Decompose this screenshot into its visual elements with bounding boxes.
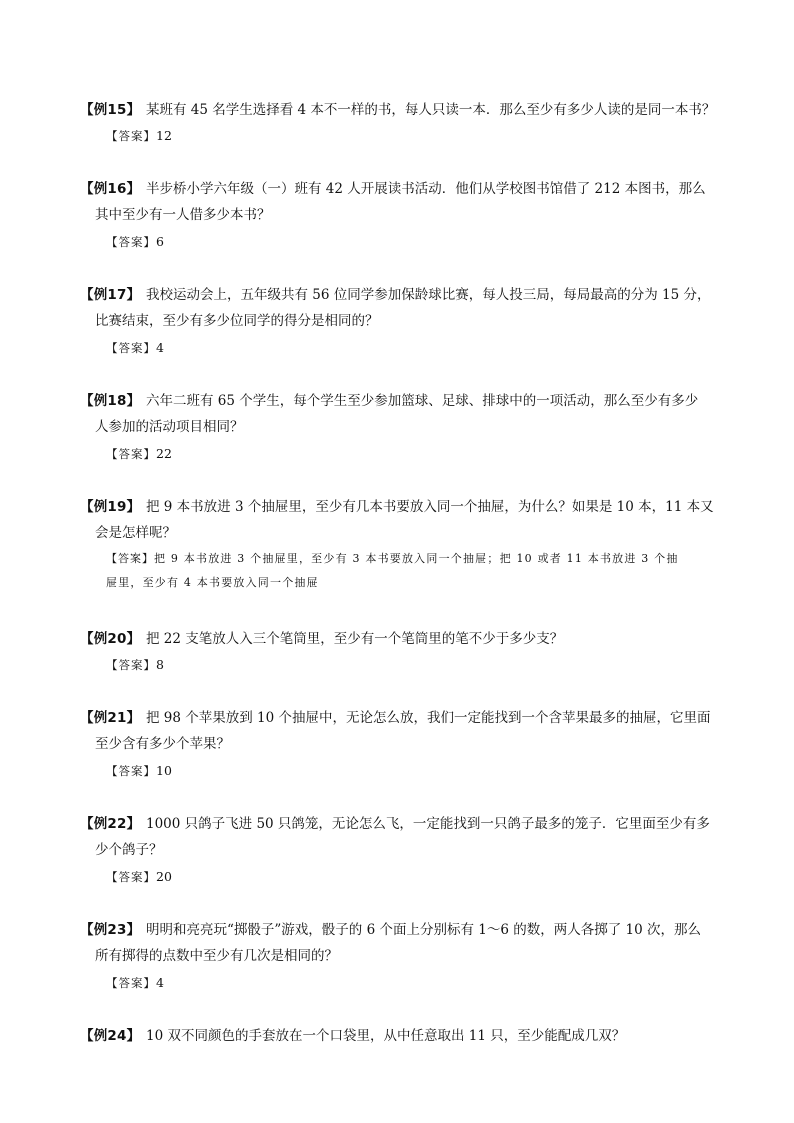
answer [106,338,164,358]
question-line: 明明和亮亮玩“掷骰子”游戏，骰子的 6 个面上分别标有 1～6 的数，两人各掷了 10 次，那么 [146,922,701,938]
problem-label: 【例16】 [80,181,141,197]
answer-key-label: 【答案】 [106,235,156,249]
answer-value: 22 [156,446,172,461]
question-line: 把 98 个苹果放到 10 个抽屉中，无论怎么放，我们一定能找到一个含苹果最多的抽屉，它里面 [146,710,711,726]
answer-key-label: 【答案】 [106,764,156,778]
problem-label: 【例23】 [80,922,141,938]
answer [106,761,172,781]
answer-value: 6 [156,234,164,249]
answer [106,973,164,993]
answer-value: 8 [156,657,164,672]
question-line-2: 其中至少有一人借多少本书？ [95,207,271,223]
question-line: 把 9 本书放进 3 个抽屉里，至少有几本书要放入同一个抽屉，为什么？如果是 10 本，11 本又 [146,499,714,515]
question-line: 某班有 45 名学生选择看 4 本不一样的书，每人只读一本．那么至少有多少人读的是同一本书？ [146,102,716,118]
answer [106,444,172,464]
problem-question [146,1023,726,1049]
question-line: 10 双不同颜色的手套放在一个口袋里，从中任意取出 11 只，至少能配成几双？ [146,1028,626,1044]
question-line: 六年二班有 65 个学生，每个学生至少参加篮球、足球、排球中的一项活动，那么至少有多少 [146,393,699,409]
answer-value: 4 [156,975,164,990]
answer [106,126,172,146]
problem-question [146,97,726,123]
question-line-2: 少个鸽子？ [95,842,163,858]
question-line-2: 所有掷得的点数中至少有几次是相同的？ [95,948,338,964]
problem-label: 【例20】 [80,631,141,647]
question-line: 我校运动会上，五年级共有 56 位同学参加保龄球比赛，每人投三局，每局最高的分为 15 分， [146,287,711,303]
answer [106,547,726,595]
problem-label: 【例18】 [80,393,141,409]
problem-label: 【例24】 [80,1028,141,1044]
answer-value-line-2: 屉里，至少有 4 本书要放入同一个抽屉 [106,576,319,589]
answer-key-label: 【答案】 [106,870,156,884]
answer [106,232,164,252]
answer-value: 12 [156,128,172,143]
answer [106,867,172,887]
question-line-2: 会是怎样呢？ [95,525,176,541]
answer-value: 20 [156,869,172,884]
answer [106,655,164,675]
answer-key-label: 【答案】 [106,552,154,565]
problem-label: 【例21】 [80,710,141,726]
problem-label: 【例19】 [80,499,141,515]
answer-value: 4 [156,340,164,355]
answer-key-label: 【答案】 [106,129,156,143]
problem-question [146,626,726,652]
answer-key-label: 【答案】 [106,658,156,672]
question-line-2: 比赛结束，至少有多少位同学的得分是相同的？ [95,313,379,329]
answer-value: 把 9 本书放进 3 个抽屉里，至少有 3 本书要放入同一个抽屉；把 10 或者 11 本书放进 3 个抽 [154,552,679,565]
answer-key-label: 【答案】 [106,976,156,990]
question-line: 把 22 支笔放人入三个笔筒里，至少有一个笔筒里的笔不少于多少支？ [146,631,564,647]
answer-value: 10 [156,763,172,778]
problem-label: 【例22】 [80,816,141,832]
problem-label: 【例17】 [80,287,141,303]
question-line: 1000 只鸽子飞进 50 只鸽笼，无论怎么飞，一定能找到一只鸽子最多的笼子．它里面至少有多 [146,816,710,832]
question-line-2: 人参加的活动项目相同？ [95,419,244,435]
answer-key-label: 【答案】 [106,341,156,355]
question-line: 半步桥小学六年级（一）班有 42 人开展读书活动．他们从学校图书馆借了 212 本图书，那么 [146,181,706,197]
answer-key-label: 【答案】 [106,447,156,461]
problem-label: 【例15】 [80,102,141,118]
question-line-2: 至少含有多少个苹果？ [95,736,230,752]
